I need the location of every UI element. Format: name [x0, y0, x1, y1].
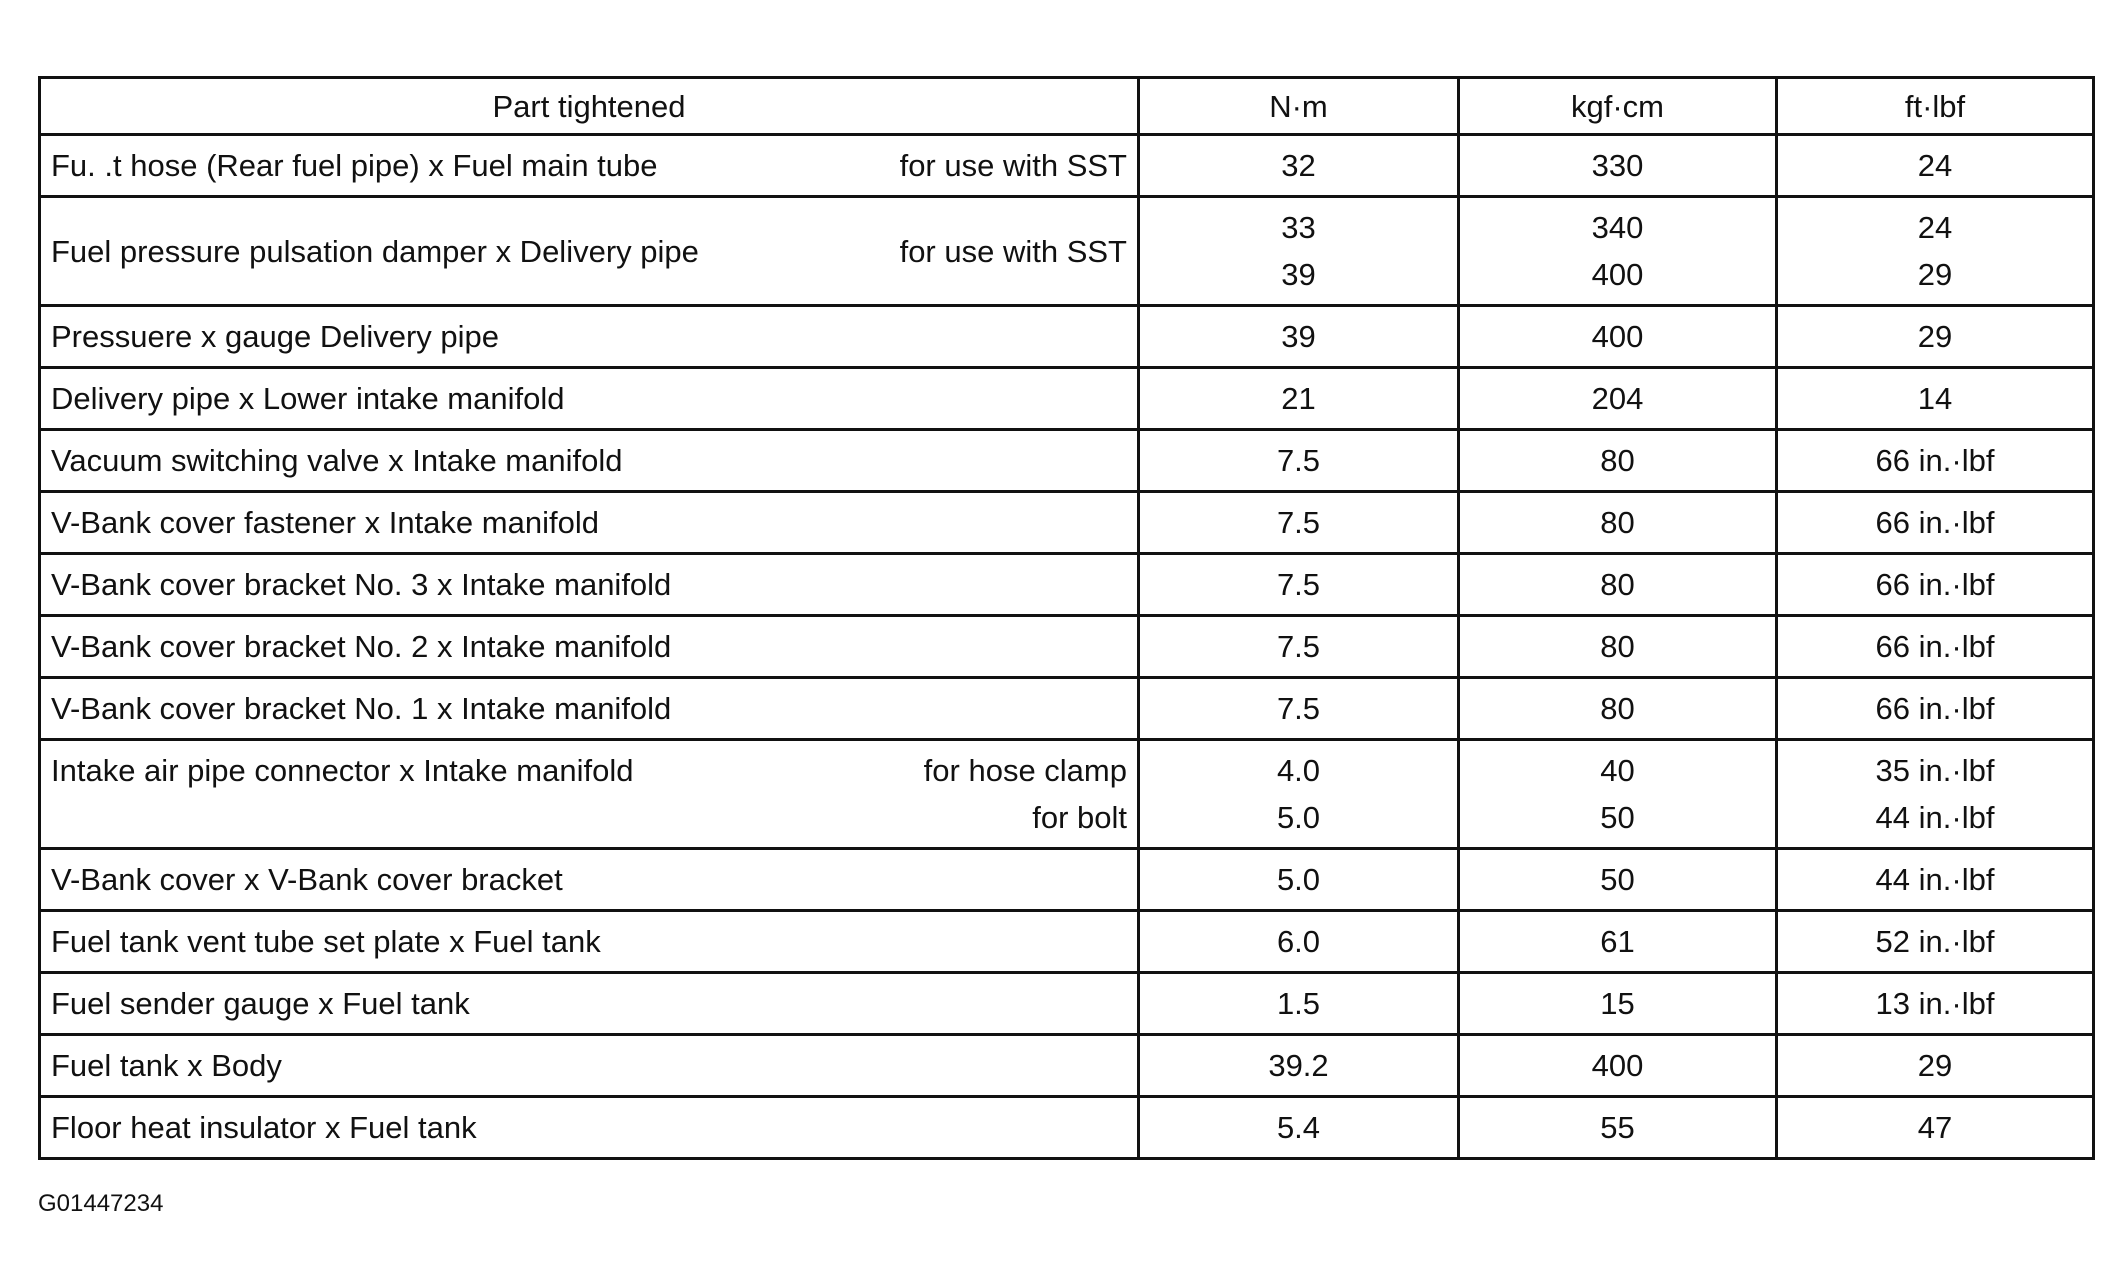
part-name: Floor heat insulator x Fuel tank [51, 1110, 477, 1145]
part-tightened-cell [40, 740, 1139, 849]
part-name: Pressuere x gauge Delivery pipe [51, 319, 500, 354]
torque-value: 35 in.·lbf [1875, 753, 1995, 788]
header-nm: N·m [1139, 78, 1459, 135]
part-cell-content [51, 856, 1127, 903]
ft-lbf-value-cell [1777, 492, 2094, 554]
part-name: Delivery pipe x Lower intake manifold [51, 381, 565, 416]
condition-line: for hose clamp [923, 753, 1127, 788]
kgf-cm-value-cell [1459, 849, 1777, 911]
ft-lbf-value-cell [1777, 554, 2094, 616]
nm-value-cell [1139, 430, 1459, 492]
torque-value: 14 [1917, 381, 1953, 416]
kgf-cm-value-cell [1459, 135, 1777, 197]
torque-value: 55 [1600, 1110, 1635, 1145]
torque-value: 44 in.·lbf [1875, 800, 1995, 835]
part-cell-content [51, 375, 1127, 422]
torque-value: 7.5 [1276, 505, 1321, 540]
torque-value: 80 [1600, 629, 1635, 664]
kgf-cm-value-cell [1459, 678, 1777, 740]
torque-value: 80 [1600, 691, 1635, 726]
nm-value-cell [1139, 973, 1459, 1035]
torque-value: 66 in.·lbf [1875, 691, 1995, 726]
part-cell-content [51, 561, 1127, 608]
nm-value-cell [1139, 492, 1459, 554]
header-kgf-cm: kgf·cm [1459, 78, 1777, 135]
part-tightened-cell [40, 849, 1139, 911]
part-name: Vacuum switching valve x Intake manifold [51, 443, 623, 478]
part-name: Fuel tank x Body [51, 1048, 282, 1083]
torque-value: 66 in.·lbf [1875, 629, 1995, 664]
torque-value: 40 [1600, 753, 1635, 788]
ft-lbf-value-cell [1777, 1097, 2094, 1159]
ft-lbf-value-cell [1777, 1035, 2094, 1097]
ft-lbf-value-cell [1777, 135, 2094, 197]
ft-lbf-value-cell [1777, 306, 2094, 368]
kgf-cm-value-cell [1459, 740, 1777, 849]
part-tightened-cell [40, 973, 1139, 1035]
torque-value: 50 [1600, 862, 1635, 897]
part-cell-content [51, 228, 1127, 275]
condition-line: for use with SST [899, 233, 1127, 269]
table-row [40, 492, 2094, 554]
part-tightened-cell [40, 430, 1139, 492]
ft-lbf-value-cell [1777, 849, 2094, 911]
kgf-cm-value-cell [1459, 973, 1777, 1035]
part-name: Intake air pipe connector x Intake manifold [51, 753, 634, 788]
table-row [40, 973, 2094, 1035]
kgf-cm-value-cell [1459, 492, 1777, 554]
figure-id-caption: G01447234 [38, 1190, 164, 1217]
ft-lbf-value-cell [1777, 678, 2094, 740]
torque-value: 330 [1591, 148, 1644, 183]
part-cell-content [51, 499, 1127, 546]
table-row [40, 849, 2094, 911]
torque-value: 7.5 [1276, 629, 1321, 664]
part-name: Fuel sender gauge x Fuel tank [51, 986, 470, 1021]
part-tightened-cell [40, 554, 1139, 616]
part-name: Fuel tank vent tube set plate x Fuel tank [51, 924, 601, 959]
torque-value: 15 [1600, 986, 1635, 1021]
kgf-cm-value-cell [1459, 911, 1777, 973]
kgf-cm-value-cell [1459, 1097, 1777, 1159]
part-name: Fuel pressure pulsation damper x Delivery pipe [51, 233, 699, 269]
part-tightened-cell [40, 616, 1139, 678]
table-row [40, 368, 2094, 430]
table-row [40, 1035, 2094, 1097]
part-tightened-cell [40, 1035, 1139, 1097]
torque-value: 1.5 [1276, 986, 1321, 1021]
nm-value-cell [1139, 1035, 1459, 1097]
torque-spec-table [38, 76, 2095, 1160]
part-tightened-cell [40, 492, 1139, 554]
part-tightened-cell [40, 368, 1139, 430]
table-row [40, 678, 2094, 740]
nm-value-cell [1139, 740, 1459, 849]
torque-value: 80 [1600, 567, 1635, 602]
part-name: V-Bank cover bracket No. 1 x Intake manifold [51, 691, 672, 726]
part-tightened-cell [40, 1097, 1139, 1159]
table-row [40, 740, 2094, 849]
part-condition [924, 747, 1127, 841]
table-row [40, 430, 2094, 492]
torque-value: 7.5 [1276, 443, 1321, 478]
part-cell-content [51, 980, 1127, 1027]
table-row [40, 197, 2094, 306]
torque-value: 6.0 [1276, 924, 1321, 959]
torque-value: 39 [1281, 319, 1316, 354]
torque-value: 5.0 [1276, 862, 1321, 897]
header-ft-lbf: ft·lbf [1777, 78, 2094, 135]
kgf-cm-value-cell [1459, 554, 1777, 616]
torque-value: 4.0 [1276, 753, 1321, 788]
torque-value: 24 [1917, 210, 1953, 245]
part-tightened-cell [40, 911, 1139, 973]
ft-lbf-value-cell [1777, 973, 2094, 1035]
torque-value: 5.0 [1276, 800, 1321, 835]
kgf-cm-value-cell [1459, 197, 1777, 306]
part-condition [900, 228, 1127, 275]
torque-value: 80 [1600, 443, 1635, 478]
ft-lbf-value-cell [1777, 368, 2094, 430]
table-row [40, 616, 2094, 678]
torque-value: 29 [1917, 1048, 1953, 1083]
torque-value: 5.4 [1276, 1110, 1321, 1145]
table-row [40, 911, 2094, 973]
torque-value: 24 [1917, 148, 1953, 183]
part-tightened-cell [40, 678, 1139, 740]
nm-value-cell [1139, 554, 1459, 616]
torque-value: 47 [1917, 1110, 1953, 1145]
torque-value: 400 [1591, 257, 1644, 292]
condition-line: for use with SST [899, 148, 1127, 183]
torque-value: 204 [1591, 381, 1644, 416]
torque-value: 32 [1281, 148, 1316, 183]
part-name: V-Bank cover x V-Bank cover bracket [51, 862, 563, 897]
nm-value-cell [1139, 306, 1459, 368]
kgf-cm-value-cell [1459, 306, 1777, 368]
torque-value: 400 [1591, 319, 1644, 354]
torque-value: 29 [1917, 319, 1953, 354]
part-name: Fu. .t hose (Rear fuel pipe) x Fuel main tube [51, 148, 658, 183]
torque-value: 340 [1591, 210, 1644, 245]
part-name: V-Bank cover bracket No. 3 x Intake manifold [51, 567, 672, 602]
kgf-cm-value-cell [1459, 368, 1777, 430]
nm-value-cell [1139, 616, 1459, 678]
torque-value: 400 [1591, 1048, 1644, 1083]
ft-lbf-value-cell [1777, 430, 2094, 492]
part-cell-content [51, 747, 1127, 841]
ft-lbf-value-cell [1777, 616, 2094, 678]
torque-value: 61 [1600, 924, 1635, 959]
ft-lbf-value-cell [1777, 740, 2094, 849]
torque-value: 29 [1917, 257, 1953, 292]
ft-lbf-value-cell [1777, 911, 2094, 973]
torque-value: 66 in.·lbf [1875, 443, 1995, 478]
torque-value: 7.5 [1276, 691, 1321, 726]
kgf-cm-value-cell [1459, 430, 1777, 492]
torque-value: 66 in.·lbf [1875, 567, 1995, 602]
part-cell-content [51, 1104, 1127, 1151]
part-cell-content [51, 1042, 1127, 1089]
part-tightened-cell [40, 197, 1139, 306]
part-name: V-Bank cover fastener x Intake manifold [51, 505, 599, 540]
ft-lbf-value-cell [1777, 197, 2094, 306]
header-part-tightened: Part tightened [40, 78, 1139, 135]
nm-value-cell [1139, 197, 1459, 306]
nm-value-cell [1139, 135, 1459, 197]
torque-value: 33 [1281, 210, 1316, 245]
kgf-cm-value-cell [1459, 616, 1777, 678]
torque-value: 52 in.·lbf [1875, 924, 1995, 959]
table-row [40, 554, 2094, 616]
torque-value: 39.2 [1268, 1048, 1329, 1083]
part-tightened-cell [40, 306, 1139, 368]
part-tightened-cell [40, 135, 1139, 197]
torque-value: 7.5 [1276, 567, 1321, 602]
table-header-row [40, 78, 2094, 135]
part-cell-content [51, 313, 1127, 360]
table-body [40, 135, 2094, 1159]
kgf-cm-value-cell [1459, 1035, 1777, 1097]
part-cell-content [51, 918, 1127, 965]
part-condition [900, 142, 1127, 189]
part-cell-content [51, 142, 1127, 189]
nm-value-cell [1139, 678, 1459, 740]
torque-spec-table-container [38, 76, 2092, 1160]
part-cell-content [51, 623, 1127, 670]
condition-line: for bolt [1032, 800, 1127, 835]
part-cell-content [51, 685, 1127, 732]
nm-value-cell [1139, 911, 1459, 973]
nm-value-cell [1139, 849, 1459, 911]
table-row [40, 135, 2094, 197]
torque-value: 39 [1281, 257, 1316, 292]
nm-value-cell [1139, 1097, 1459, 1159]
torque-value: 50 [1600, 800, 1635, 835]
part-name: V-Bank cover bracket No. 2 x Intake manifold [51, 629, 672, 664]
torque-value: 21 [1281, 381, 1316, 416]
table-row [40, 1097, 2094, 1159]
table-row [40, 306, 2094, 368]
torque-value: 44 in.·lbf [1875, 862, 1995, 897]
torque-value: 80 [1600, 505, 1635, 540]
torque-value: 66 in.·lbf [1875, 505, 1995, 540]
torque-value: 13 in.·lbf [1875, 986, 1995, 1021]
part-cell-content [51, 437, 1127, 484]
nm-value-cell [1139, 368, 1459, 430]
